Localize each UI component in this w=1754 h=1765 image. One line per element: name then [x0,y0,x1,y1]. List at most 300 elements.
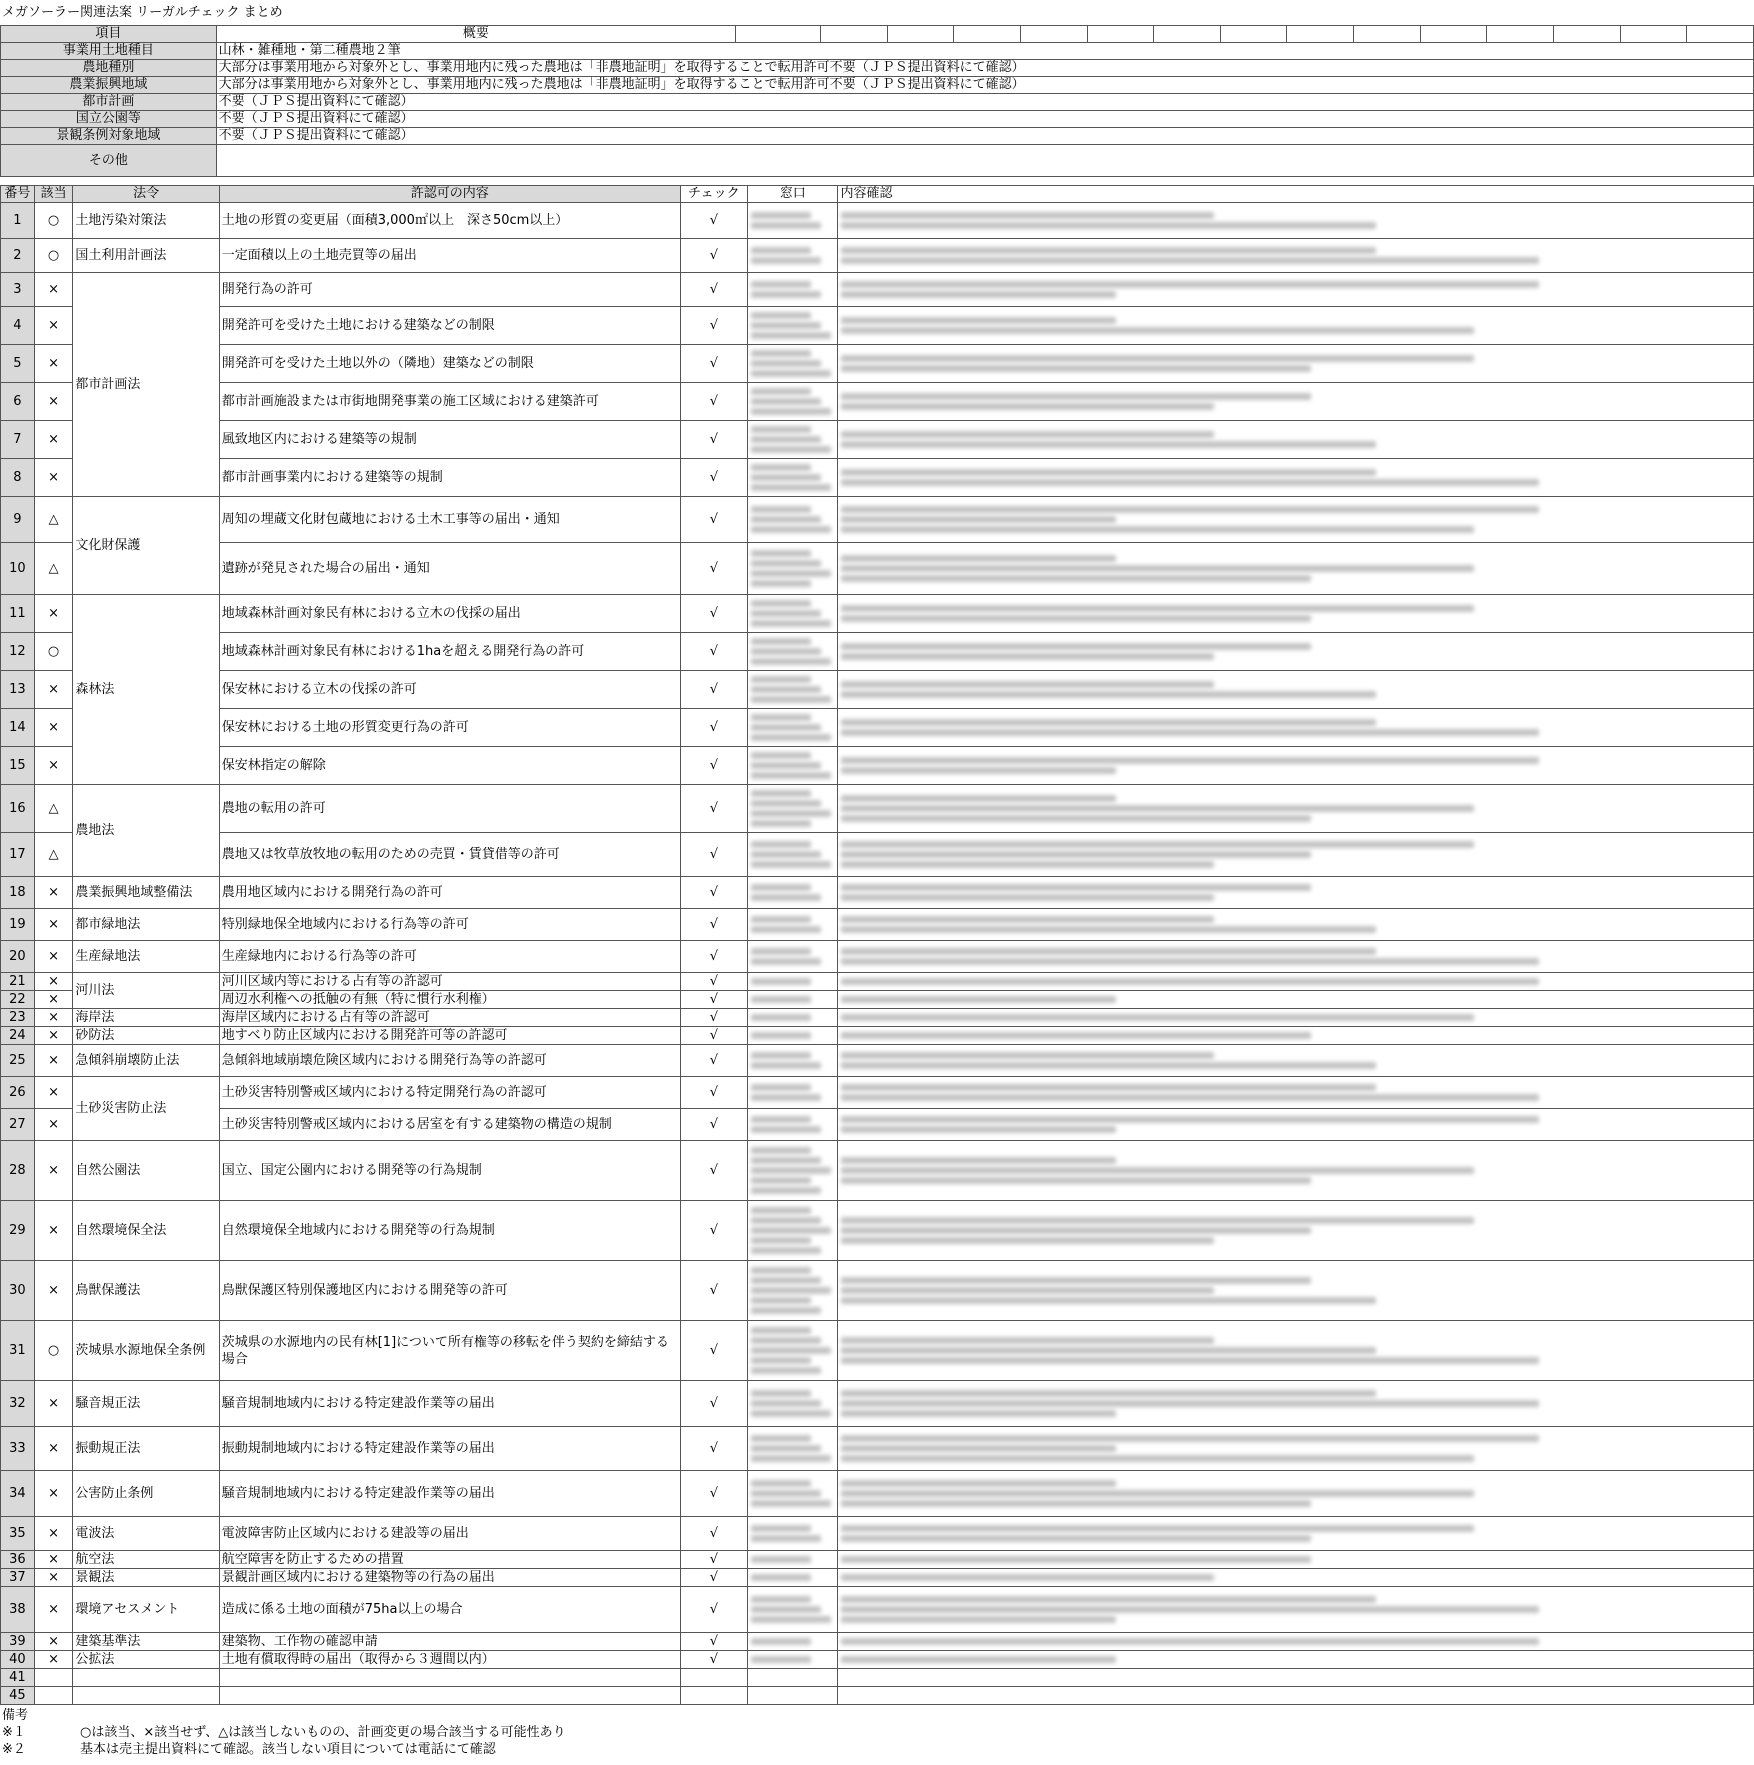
row-number: 40 [1,1651,35,1669]
row-window-redacted [748,1651,838,1669]
row-applicable-mark: ○ [34,633,73,671]
checklist-row [1,595,1754,633]
row-content: 地域森林計画対象民有林における立木の伐採の届出 [219,595,680,633]
row-law: 公拡法 [73,1651,219,1669]
row-law: 河川法 [73,973,219,1009]
row-check-mark: √ [680,1651,747,1669]
checklist-row [1,877,1754,909]
row-applicable-mark: ○ [34,203,73,239]
row-applicable-mark: × [34,383,73,421]
row-content: 鳥獣保護区特別保護地区内における開発等の許可 [219,1261,680,1321]
summary-header-item: 項目 [1,26,217,43]
row-number: 32 [1,1381,35,1427]
row-law: 景観法 [73,1569,219,1587]
row-number: 35 [1,1517,35,1551]
row-window-redacted [748,1045,838,1077]
checklist-row [1,1381,1754,1427]
row-window-redacted [748,1261,838,1321]
row-window-redacted [748,709,838,747]
row-number: 45 [1,1687,35,1705]
row-content: 電波障害防止区域内における建設等の届出 [219,1517,680,1551]
summary-label: 農地種別 [1,60,217,77]
row-content: 開発行為の許可 [219,273,680,307]
checklist-row [1,785,1754,833]
row-number: 25 [1,1045,35,1077]
summary-value: 大部分は事業用地から対象外とし、事業用地内に残った農地は「非農地証明」を取得することで転用許可不要（ＪＰＳ提出資料にて確認） [216,60,1753,77]
row-number: 27 [1,1109,35,1141]
row-applicable-mark: × [34,1077,73,1109]
row-applicable-mark: × [34,1587,73,1633]
summary-label: その他 [1,145,217,177]
header-applicable: 該当 [34,186,73,203]
checklist-row [1,1027,1754,1045]
row-number: 7 [1,421,35,459]
row-window-redacted [748,1587,838,1633]
row-confirm-redacted [838,203,1754,239]
checklist-row [1,941,1754,973]
row-applicable-mark: × [34,991,73,1009]
row-content: 一定面積以上の土地売買等の届出 [219,239,680,273]
row-check-mark: √ [680,1321,747,1381]
summary-value: 不要（ＪＰＳ提出資料にて確認） [216,128,1753,145]
row-confirm-redacted [838,709,1754,747]
row-content: 航空障害を防止するための措置 [219,1551,680,1569]
row-check-mark: √ [680,307,747,345]
row-window-redacted [748,785,838,833]
row-confirm-redacted [838,909,1754,941]
sheet-title: メガソーラー関連法案 リーガルチェック まとめ [2,5,283,20]
row-check-mark: √ [680,941,747,973]
row-applicable-mark: × [34,1381,73,1427]
row-confirm-redacted [838,1201,1754,1261]
row-content: 生産緑地内における行為等の許可 [219,941,680,973]
row-applicable-mark: △ [34,785,73,833]
row-window-redacted [748,497,838,543]
row-number: 21 [1,973,35,991]
header-confirm: 内容確認 [838,186,1754,203]
row-window-redacted [748,1517,838,1551]
row-confirm-redacted [838,1381,1754,1427]
header-content: 許認可の内容 [219,186,680,203]
row-number: 19 [1,909,35,941]
row-applicable-mark: × [34,421,73,459]
row-confirm-redacted [838,877,1754,909]
row-content: 農地又は牧草放牧地の転用のための売買・賃貸借等の許可 [219,833,680,877]
row-check-mark: √ [680,991,747,1009]
checklist-row [1,421,1754,459]
row-number: 34 [1,1471,35,1517]
checklist-row [1,1427,1754,1471]
row-window-redacted [748,833,838,877]
row-number: 1 [1,203,35,239]
row-confirm-redacted [838,273,1754,307]
row-number: 4 [1,307,35,345]
row-check-mark: √ [680,1587,747,1633]
row-applicable-mark: × [34,345,73,383]
row-check-mark: √ [680,1551,747,1569]
row-law: 建築基準法 [73,1633,219,1651]
row-number: 26 [1,1077,35,1109]
summary-header-overview: 概要 [216,26,735,43]
row-applicable-mark: × [34,1651,73,1669]
row-window-redacted [748,273,838,307]
row-confirm-redacted [838,1009,1754,1027]
row-window-redacted [748,1471,838,1517]
row-content: 都市計画事業内における建築等の規制 [219,459,680,497]
checklist-row [1,1633,1754,1651]
row-number: 38 [1,1587,35,1633]
summary-label: 農業振興地域 [1,77,217,94]
row-number: 5 [1,345,35,383]
row-confirm-redacted [838,1027,1754,1045]
row-check-mark: √ [680,909,747,941]
row-check-mark: √ [680,1427,747,1471]
row-content [219,1669,680,1687]
row-law: 環境アセスメント [73,1587,219,1633]
row-check-mark: √ [680,1569,747,1587]
row-window-redacted [748,595,838,633]
row-applicable-mark: ○ [34,1321,73,1381]
row-check-mark: √ [680,633,747,671]
row-applicable-mark: × [34,877,73,909]
row-confirm-redacted [838,747,1754,785]
row-check-mark: √ [680,543,747,595]
row-check-mark: √ [680,595,747,633]
row-content: 保安林における土地の形質変更行為の許可 [219,709,680,747]
row-window-redacted [748,877,838,909]
row-check-mark: √ [680,833,747,877]
note-text: 基本は売主提出資料にて確認。該当しない項目については電話にて確認 [80,1742,496,1757]
summary-value: 不要（ＪＰＳ提出資料にて確認） [216,111,1753,128]
checklist-row [1,1587,1754,1633]
summary-value: 大部分は事業用地から対象外とし、事業用地内に残った農地は「非農地証明」を取得することで転用許可不要（ＪＰＳ提出資料にて確認） [216,77,1753,94]
row-confirm-redacted [838,1517,1754,1551]
row-number: 16 [1,785,35,833]
checklist-row [1,991,1754,1009]
row-number: 30 [1,1261,35,1321]
row-number: 29 [1,1201,35,1261]
row-check-mark: √ [680,383,747,421]
row-check-mark: √ [680,345,747,383]
row-window-redacted [748,1321,838,1381]
row-confirm-redacted [838,307,1754,345]
row-law: 文化財保護 [73,497,219,595]
row-content: 開発許可を受けた土地以外の（隣地）建築などの制限 [219,345,680,383]
note-mark: ※２ [2,1742,26,1757]
row-number: 33 [1,1427,35,1471]
row-window-redacted [748,239,838,273]
summary-label: 都市計画 [1,94,217,111]
row-window-redacted [748,633,838,671]
row-content: 農用地区域内における開発行為の許可 [219,877,680,909]
row-law: 茨城県水源地保全条例 [73,1321,219,1381]
row-check-mark: √ [680,1027,747,1045]
checklist-row [1,1141,1754,1201]
row-number: 36 [1,1551,35,1569]
row-applicable-mark: × [34,941,73,973]
row-number: 18 [1,877,35,909]
row-number: 20 [1,941,35,973]
row-check-mark: √ [680,421,747,459]
row-content: 特別緑地保全地域内における行為等の許可 [219,909,680,941]
row-number: 3 [1,273,35,307]
row-law: 都市緑地法 [73,909,219,941]
row-content [219,1687,680,1705]
row-window-redacted [748,991,838,1009]
row-check-mark: √ [680,1261,747,1321]
row-applicable-mark: × [34,1141,73,1201]
row-number: 17 [1,833,35,877]
checklist-row [1,459,1754,497]
row-window-redacted [748,1381,838,1427]
row-applicable-mark: △ [34,497,73,543]
summary-label: 事業用土地種目 [1,43,217,60]
row-window-redacted [748,1551,838,1569]
row-confirm-redacted [838,1551,1754,1569]
row-law: 農業振興地域整備法 [73,877,219,909]
row-window-redacted [748,1569,838,1587]
row-number: 14 [1,709,35,747]
row-content: 保安林指定の解除 [219,747,680,785]
checklist-row [1,1569,1754,1587]
row-law: 自然環境保全法 [73,1201,219,1261]
row-content: 景観計画区域内における建築物等の行為の届出 [219,1569,680,1587]
row-number: 12 [1,633,35,671]
note-item [2,1741,566,1758]
row-number: 22 [1,991,35,1009]
row-confirm-redacted [838,671,1754,709]
row-content: 海岸区域内における占有等の許認可 [219,1009,680,1027]
row-content: 開発許可を受けた土地における建築などの制限 [219,307,680,345]
notes [2,1707,566,1758]
row-confirm-redacted [838,1633,1754,1651]
summary-label: 景観条例対象地域 [1,128,217,145]
checklist-row [1,1551,1754,1569]
row-check-mark: √ [680,1471,747,1517]
row-applicable-mark: × [34,307,73,345]
row-law: 都市計画法 [73,273,219,497]
row-check-mark: √ [680,1141,747,1201]
row-content: 周辺水利権への抵触の有無（特に慣行水利権） [219,991,680,1009]
checklist-row [1,345,1754,383]
note-item [2,1724,566,1741]
checklist-row [1,273,1754,307]
row-window-redacted [748,1027,838,1045]
checklist-row [1,973,1754,991]
row-window-redacted [748,1201,838,1261]
row-window-redacted [748,1633,838,1651]
row-check-mark: √ [680,1077,747,1109]
row-check-mark: √ [680,747,747,785]
note-text: ○は該当、×該当せず、△は該当しないものの、計画変更の場合該当する可能性あり [80,1725,566,1740]
row-check-mark: √ [680,239,747,273]
row-window-redacted [748,671,838,709]
row-confirm-redacted [838,1109,1754,1141]
checklist-row [1,1109,1754,1141]
row-content: 造成に係る土地の面積が75ha以上の場合 [219,1587,680,1633]
row-window-redacted [748,345,838,383]
row-check-mark: √ [680,671,747,709]
row-applicable-mark: × [34,595,73,633]
row-content: 急傾斜地域崩壊危険区域内における開発行為等の許認可 [219,1045,680,1077]
row-law: 公害防止条例 [73,1471,219,1517]
row-check-mark: √ [680,785,747,833]
row-confirm-redacted [838,497,1754,543]
checklist-row [1,1077,1754,1109]
row-law: 砂防法 [73,1027,219,1045]
row-confirm-redacted [838,1141,1754,1201]
row-confirm-redacted [838,345,1754,383]
checklist-row [1,909,1754,941]
row-content: 風致地区内における建築等の規制 [219,421,680,459]
row-check-mark: √ [680,1201,747,1261]
checklist-row [1,671,1754,709]
row-content: 騒音規制地域内における特定建設作業等の届出 [219,1381,680,1427]
summary-value: 不要（ＪＰＳ提出資料にて確認） [216,94,1753,111]
row-confirm-redacted [838,991,1754,1009]
row-content: 保安林における立木の伐採の許可 [219,671,680,709]
row-confirm-redacted [838,1569,1754,1587]
row-number: 39 [1,1633,35,1651]
row-applicable-mark: × [34,1471,73,1517]
row-window-redacted [748,543,838,595]
checklist-row [1,747,1754,785]
summary-value [216,145,1753,177]
summary-label: 国立公園等 [1,111,217,128]
row-confirm-redacted [838,1045,1754,1077]
checklist-row [1,497,1754,543]
row-number: 15 [1,747,35,785]
row-applicable-mark: △ [34,543,73,595]
row-number: 9 [1,497,35,543]
summary-value: 山林・雑種地・第二種農地２筆 [216,43,1753,60]
row-confirm-redacted [838,1321,1754,1381]
note-mark: ※１ [2,1725,26,1740]
row-applicable-mark: × [34,1109,73,1141]
row-confirm-redacted [838,383,1754,421]
checklist-row [1,239,1754,273]
row-window-redacted [748,1427,838,1471]
row-law: 土砂災害防止法 [73,1077,219,1141]
checklist-row [1,1009,1754,1027]
row-law: 海岸法 [73,1009,219,1027]
row-applicable-mark: ○ [34,239,73,273]
row-content: 地域森林計画対象民有林における1haを超える開発行為の許可 [219,633,680,671]
row-law: 航空法 [73,1551,219,1569]
row-applicable-mark: × [34,1261,73,1321]
row-content: 河川区域内等における占有等の許認可 [219,973,680,991]
row-content: 茨城県の水源地内の民有林[1]について所有権等の移転を伴う契約を締結する場合 [219,1321,680,1381]
row-check-mark: √ [680,709,747,747]
checklist-row [1,1687,1754,1705]
row-window-redacted [748,203,838,239]
row-window-redacted [748,909,838,941]
row-applicable-mark: × [34,747,73,785]
row-confirm-redacted [838,1651,1754,1669]
row-confirm-redacted [838,785,1754,833]
row-check-mark: √ [680,273,747,307]
checklist-row [1,543,1754,595]
row-law: 自然公園法 [73,1141,219,1201]
row-content: 自然環境保全地域内における開発等の行為規制 [219,1201,680,1261]
row-law: 電波法 [73,1517,219,1551]
row-window-redacted [748,459,838,497]
row-check-mark: √ [680,1045,747,1077]
checklist-row [1,307,1754,345]
row-law: 振動規正法 [73,1427,219,1471]
row-check-mark: √ [680,203,747,239]
row-law: 農地法 [73,785,219,877]
row-confirm-redacted [838,941,1754,973]
row-check-mark: √ [680,1381,747,1427]
row-applicable-mark: × [34,671,73,709]
header-law: 法令 [73,186,219,203]
row-applicable-mark: × [34,973,73,991]
row-number: 8 [1,459,35,497]
row-law: 急傾斜崩壊防止法 [73,1045,219,1077]
row-check-mark: √ [680,973,747,991]
checklist-row [1,1321,1754,1381]
row-content: 土砂災害特別警戒区域内における特定開発行為の許認可 [219,1077,680,1109]
row-content: 土地の形質の変更届（面積3,000㎡以上 深さ50cm以上） [219,203,680,239]
checklist-row [1,833,1754,877]
row-applicable-mark: × [34,1551,73,1569]
row-confirm-redacted [838,595,1754,633]
checklist-row [1,1471,1754,1517]
header-number: 番号 [1,186,35,203]
row-number: 2 [1,239,35,273]
row-applicable-mark: × [34,909,73,941]
row-content: 騒音規制地域内における特定建設作業等の届出 [219,1471,680,1517]
header-window: 窓口 [748,186,838,203]
row-window-redacted [748,1077,838,1109]
row-content: 農地の転用の許可 [219,785,680,833]
row-law: 鳥獣保護法 [73,1261,219,1321]
row-window-redacted [748,941,838,973]
row-confirm-redacted [838,833,1754,877]
checklist-row [1,1669,1754,1687]
row-confirm-redacted [838,459,1754,497]
row-content: 国立、国定公園内における開発等の行為規制 [219,1141,680,1201]
notes-heading: 備考 [2,1708,29,1723]
row-applicable-mark: × [34,1027,73,1045]
checklist-row [1,203,1754,239]
row-applicable-mark: × [34,1427,73,1471]
summary-table [0,25,1754,177]
row-check-mark: √ [680,497,747,543]
row-check-mark: √ [680,877,747,909]
row-number: 23 [1,1009,35,1027]
row-check-mark: √ [680,1009,747,1027]
checklist-row [1,383,1754,421]
checklist-table [0,185,1754,1705]
row-law: 騒音規正法 [73,1381,219,1427]
row-applicable-mark: × [34,1201,73,1261]
checklist-row [1,1651,1754,1669]
row-confirm-redacted [838,1261,1754,1321]
row-window-redacted [748,1109,838,1141]
row-content: 周知の埋蔵文化財包蔵地における土木工事等の届出・通知 [219,497,680,543]
row-applicable-mark: △ [34,833,73,877]
checklist-row [1,709,1754,747]
row-law: 生産緑地法 [73,941,219,973]
row-number: 11 [1,595,35,633]
row-applicable-mark: × [34,1517,73,1551]
row-number: 24 [1,1027,35,1045]
row-check-mark: √ [680,1109,747,1141]
row-content: 土砂災害特別警戒区域内における居室を有する建築物の構造の規制 [219,1109,680,1141]
row-law: 国土利用計画法 [73,239,219,273]
